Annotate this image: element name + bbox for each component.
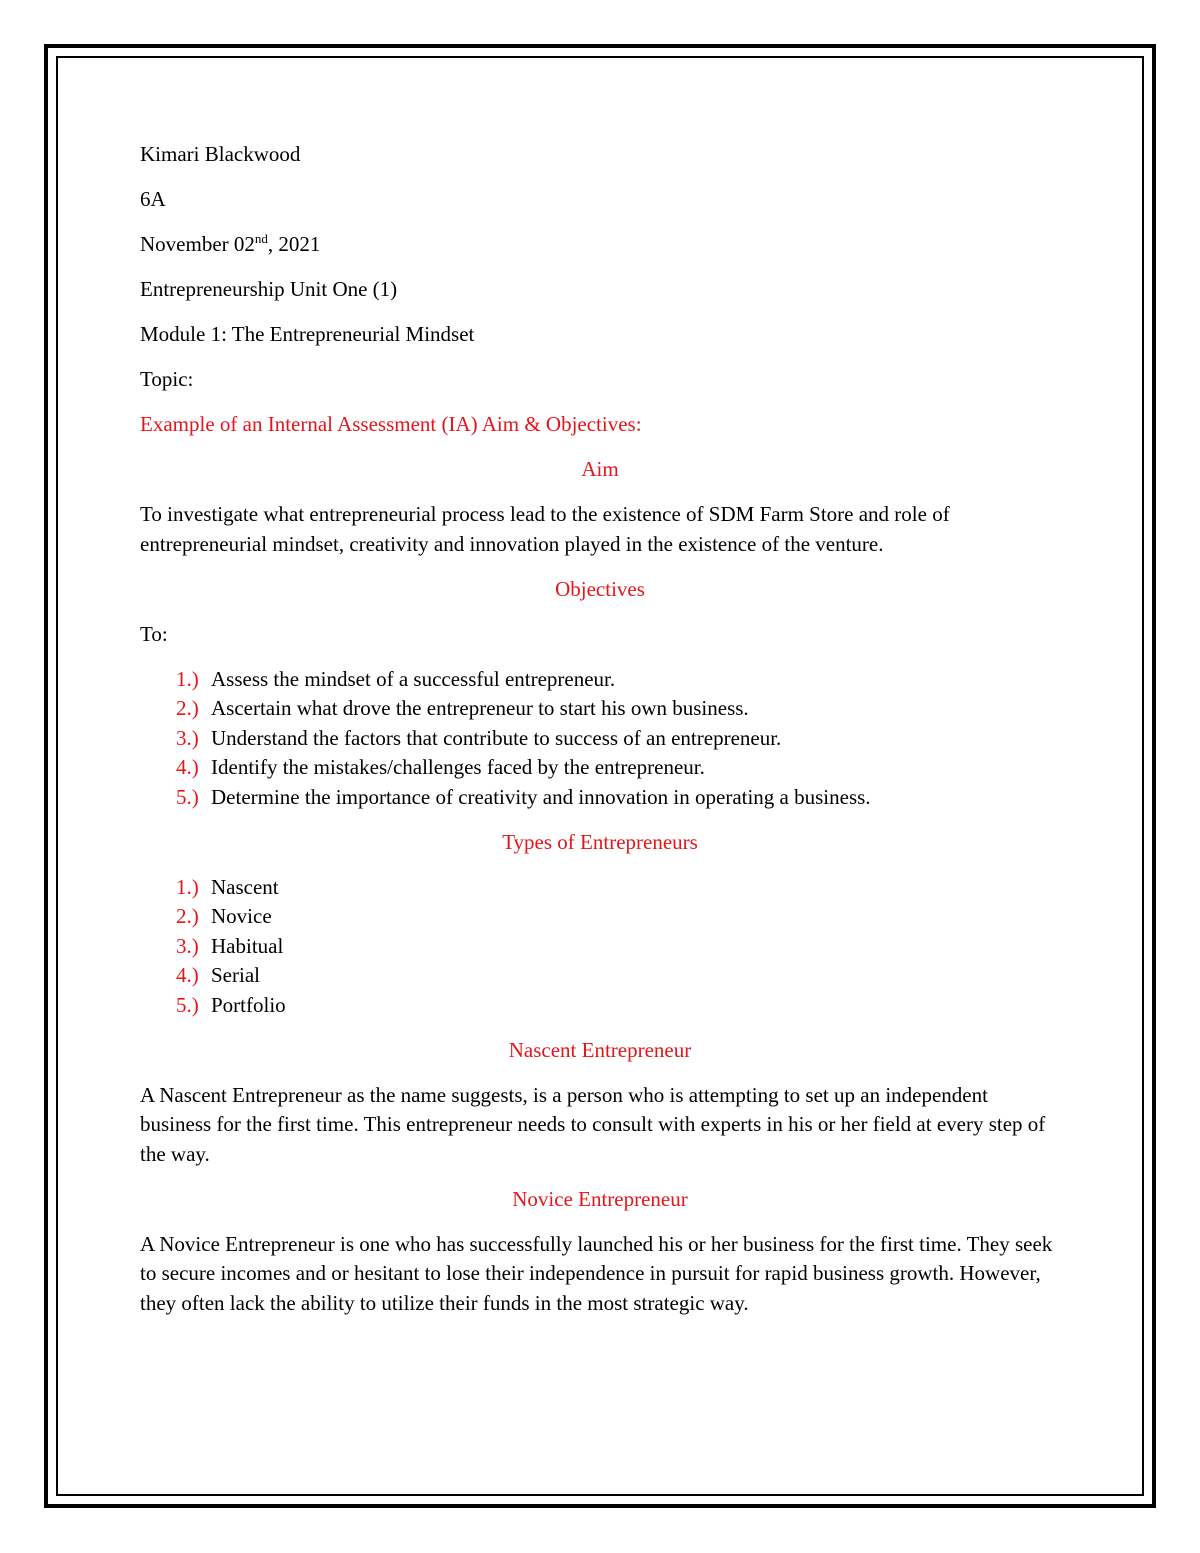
list-number: 3.)	[176, 933, 199, 958]
novice-heading: Novice Entrepreneur	[512, 1186, 688, 1211]
list-number: 5.)	[176, 992, 199, 1017]
objectives-intro: To:	[140, 621, 168, 646]
list-text: Identify the mistakes/challenges faced by the entrepreneur.	[211, 755, 705, 779]
date-suffix: , 2021	[267, 232, 321, 256]
example-heading: Example of an Internal Assessment (IA) Aim & Objectives:	[140, 412, 642, 436]
list-item	[176, 873, 1060, 903]
list-text: Portfolio	[211, 992, 286, 1017]
list-text: Ascertain what drove the entrepreneur to start his own business.	[211, 696, 749, 720]
document-content	[140, 140, 1060, 1334]
list-number: 3.)	[176, 725, 199, 750]
list-text: Serial	[211, 963, 260, 987]
topic-label: Topic:	[140, 367, 194, 391]
list-number: 2.)	[176, 904, 199, 928]
list-text: Determine the importance of creativity and innovation in operating a business.	[211, 784, 871, 809]
list-item	[176, 694, 1060, 724]
novice-text: A Novice Entrepreneur is one who has successfully launched his or her business for the first time. They seek to secure incomes and or hesitant to lose their independence in pursuit for rapid business growth. However, they often lack the ability to utilize their funds in the most strategic way.	[140, 1231, 1053, 1315]
author-name: Kimari Blackwood	[140, 142, 301, 166]
types-heading: Types of Entrepreneurs	[502, 829, 698, 854]
list-number: 4.)	[176, 755, 199, 779]
list-text: Novice	[211, 904, 272, 928]
date-superscript: nd	[254, 231, 268, 246]
list-item	[176, 724, 1060, 754]
list-item	[176, 902, 1060, 932]
list-item	[176, 753, 1060, 783]
unit-title: Entrepreneurship Unit One (1)	[140, 277, 398, 301]
list-number: 2.)	[176, 696, 199, 720]
module-title: Module 1: The Entrepreneurial Mindset	[140, 322, 475, 346]
list-item	[176, 932, 1060, 962]
class-label: 6A	[140, 187, 166, 211]
objectives-heading: Objectives	[555, 576, 645, 601]
date-line	[140, 230, 1060, 260]
list-item	[176, 961, 1060, 991]
list-text: Understand the factors that contribute to success of an entrepreneur.	[211, 725, 782, 750]
aim-text: To investigate what entrepreneurial process lead to the existence of SDM Farm Store and role of entrepreneurial mindset, creativity and innovation played in the existence of the venture.	[140, 502, 950, 556]
list-item	[176, 991, 1060, 1021]
list-number: 4.)	[176, 963, 199, 987]
list-number: 1.)	[176, 666, 199, 691]
nascent-text: A Nascent Entrepreneur as the name suggests, is a person who is attempting to set up an independent business for the first time. This entrepreneur needs to consult with experts in his or her field at every step of the way.	[140, 1082, 1046, 1166]
objectives-list	[140, 665, 1060, 813]
list-item	[176, 665, 1060, 695]
list-text: Nascent	[211, 874, 279, 899]
aim-heading: Aim	[581, 457, 619, 481]
types-list	[140, 873, 1060, 1021]
list-text: Assess the mindset of a successful entrepreneur.	[211, 666, 616, 691]
list-text: Habitual	[211, 933, 284, 958]
date-prefix: November 02	[140, 232, 255, 256]
list-number: 5.)	[176, 784, 199, 809]
nascent-heading: Nascent Entrepreneur	[508, 1037, 692, 1062]
list-item	[176, 783, 1060, 813]
list-number: 1.)	[176, 874, 199, 899]
